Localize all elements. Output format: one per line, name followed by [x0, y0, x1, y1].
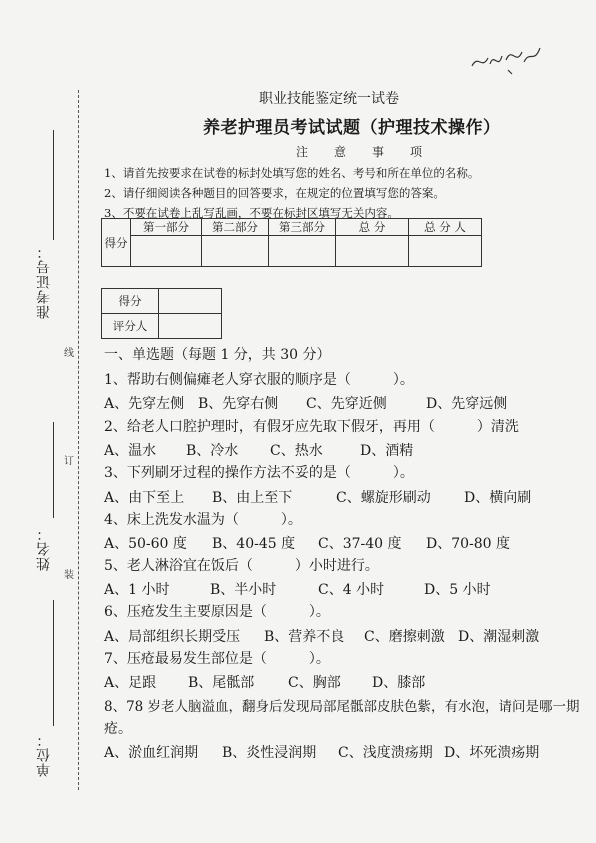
answer-option: A、淤血红润期 — [104, 745, 199, 761]
answer-option: A、50-60 度 — [104, 536, 187, 552]
answer-option: C、37-40 度 — [318, 536, 402, 552]
grader-table — [101, 288, 222, 339]
score-cell[interactable] — [409, 236, 482, 267]
answer-option: B、40-45 度 — [212, 536, 296, 552]
answer-option: A、由下至上 — [104, 490, 185, 506]
score-column-header: 第二部分 — [202, 219, 269, 236]
unit-label: 单位： — [36, 732, 52, 777]
binding-mark-order: 订 — [64, 456, 74, 467]
question-stem: 6、压疮发生主要原因是（ ）。 — [104, 604, 330, 620]
answer-option: B、营养不良 — [264, 629, 345, 645]
candidate-number-label: 准考证号： — [36, 244, 52, 319]
candidate-number-line — [53, 130, 54, 240]
handwritten-mark — [468, 40, 548, 80]
score-table — [101, 218, 482, 267]
answer-option: D、膝部 — [372, 675, 426, 691]
answer-option: D、酒精 — [360, 443, 414, 459]
notice-title: 注意事项 — [296, 145, 449, 159]
unit-line — [53, 600, 54, 726]
binding-mark-bind: 装 — [64, 570, 74, 581]
grader-name-label: 评分人 — [102, 314, 159, 339]
answer-option: B、半小时 — [210, 582, 277, 598]
answer-option: A、温水 — [104, 443, 157, 459]
notice-item: 2、请仔细阅读各种题目的回答要求，在规定的位置填写您的答案。 — [104, 186, 445, 200]
answer-option: D、潮湿刺激 — [458, 629, 540, 645]
answer-option: B、由上至下 — [212, 490, 293, 506]
score-cell[interactable] — [269, 236, 336, 267]
question-stem: 8、78 岁老人脑溢血，翻身后发现局部尾骶部皮肤色紫，有水泡，请问是哪一期 — [104, 699, 580, 715]
answer-option: D、横向刷 — [464, 490, 532, 506]
answer-option: B、冷水 — [186, 443, 239, 459]
answer-option: C、先穿近侧 — [306, 396, 387, 412]
answer-option: C、磨擦刺激 — [364, 629, 445, 645]
answer-option: D、先穿远侧 — [426, 396, 508, 412]
question-stem: 4、床上洗发水温为（ ）。 — [104, 512, 302, 528]
answer-option: A、1 小时 — [104, 582, 170, 598]
grader-score-label: 得分 — [102, 289, 159, 314]
answer-option: D、坏死溃疡期 — [444, 745, 540, 761]
score-row-label: 得分 — [102, 219, 131, 267]
name-label: 姓名： — [36, 526, 52, 571]
section-heading: 一、单选题（每题 1 分，共 30 分） — [104, 347, 331, 363]
binding-dashed-line — [78, 90, 79, 790]
question-stem: 1、帮助右侧偏瘫老人穿衣服的顺序是（ ）。 — [104, 372, 414, 388]
score-cell[interactable] — [202, 236, 269, 267]
grader-name-cell[interactable] — [159, 314, 222, 339]
answer-option: A、局部组织长期受压 — [104, 629, 241, 645]
answer-option: C、螺旋形刷动 — [336, 490, 431, 506]
score-cell[interactable] — [131, 236, 202, 267]
notice-item: 1、请首先按要求在试卷的标封处填写您的姓名、考号和所在单位的名称。 — [104, 166, 480, 180]
score-column-header: 总 分 — [336, 219, 409, 236]
question-stem: 5、老人淋浴宜在饭后（ ）小时进行。 — [104, 558, 379, 574]
binding-mark-line: 线 — [64, 348, 74, 359]
score-column-header: 第三部分 — [269, 219, 336, 236]
grader-score-cell[interactable] — [159, 289, 222, 314]
name-line — [53, 422, 54, 518]
answer-option: B、炎性浸润期 — [222, 745, 317, 761]
notice-item: 3、不要在试卷上乱写乱画，不要在标封区填写无关内容。 — [104, 206, 399, 220]
answer-option: A、先穿左侧 — [104, 396, 185, 412]
score-cell[interactable] — [336, 236, 409, 267]
answer-option: C、浅度溃疡期 — [338, 745, 433, 761]
question-stem: 7、压疮最易发生部位是（ ）。 — [104, 651, 330, 667]
question-stem: 2、给老人口腔护理时，有假牙应先取下假牙，再用（ ）清洗 — [104, 419, 519, 435]
answer-option: D、70-80 度 — [426, 536, 511, 552]
question-stem: 3、下列刷牙过程的操作方法不妥的是（ ）。 — [104, 465, 414, 481]
answer-option: B、先穿右侧 — [198, 396, 279, 412]
answer-option: C、热水 — [270, 443, 323, 459]
answer-option: B、尾骶部 — [188, 675, 255, 691]
score-column-header: 第一部分 — [131, 219, 202, 236]
answer-option: A、足跟 — [104, 675, 157, 691]
exam-title: 养老护理员考试试题（护理技术操作） — [203, 118, 501, 138]
score-column-header: 总 分 人 — [409, 219, 482, 236]
answer-option: C、胸部 — [288, 675, 341, 691]
answer-option: D、5 小时 — [424, 582, 491, 598]
answer-option: C、4 小时 — [318, 582, 385, 598]
paper-header: 职业技能鉴定统一试卷 — [259, 91, 399, 107]
question-stem-continuation: 疮。 — [104, 721, 132, 737]
